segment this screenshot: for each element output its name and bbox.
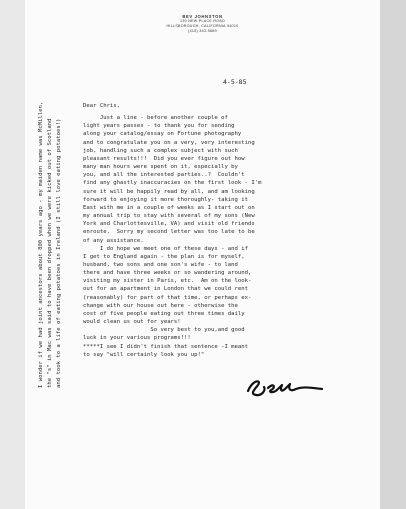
letter-line: out for an apartment in London that we could rent (83, 286, 249, 293)
letter-line: luck in your various programs!!! (83, 335, 191, 342)
letterhead-phone: (415) 343-9689 (188, 29, 217, 33)
letter-line: East with me in a couple of weeks as I start out on (83, 204, 255, 211)
letter-line: would clean us out for years! (83, 319, 181, 326)
letter-line: of any assistance. (83, 237, 144, 244)
letter-line: forward to enjoying it more thoroughly- taking it (83, 196, 249, 203)
letterhead-city: HILLSBOROUGH, CALIFORNIA 94010 (166, 24, 239, 28)
letter-body (83, 102, 323, 359)
letter-line: to say "will certainly look you up!" (83, 351, 205, 358)
letter-line: So very best to you,and good (83, 327, 245, 334)
letter-line: *****I see I didn't finish that sentence -I meant (83, 343, 249, 350)
letter-line: visiting my sister in Paris, etc. Am on the look- (83, 278, 252, 285)
letter-line: job, handling such a complex subject with such (83, 147, 238, 154)
letterhead-name: BEV JOHNSTON (182, 14, 223, 19)
letter-line: York and Charlottesville, VA) and visit old friends (83, 221, 255, 228)
letter-line: sure it will be happily read by all, and am looking (83, 188, 255, 195)
letter-line: (reasonably) for part of that time, or perhaps ex- (83, 294, 252, 301)
letter-line: light years passes - to thank you for sending (83, 123, 235, 130)
letter-line: find any ghastly inaccuracies on the first look - I'm (83, 180, 262, 187)
signature-icon (244, 376, 324, 400)
letter-line: I get to England again - the plan is for myself, (83, 253, 245, 260)
letter-line: Dear Chris, (83, 103, 121, 109)
letterhead (25, 14, 380, 34)
letter-line: cost of five people eating out three times daily (83, 310, 245, 317)
letter-line: change with our house out here - otherwise the (83, 302, 238, 309)
letter-line: there and have three weeks or so wandering around, (83, 270, 252, 277)
margin-note-line: I wonder if we had joint ancestors about 800 years ago - my maiden name was McMillen, (38, 101, 44, 388)
letter-line: I do hope we meet one of these days - and if (83, 245, 249, 252)
letter-line: husband, two sons and one son's wife - to land (83, 261, 238, 268)
letter-line: enroute. Sorry my second letter was too late to be (83, 229, 255, 236)
letterhead-street: 130 NEW PLACE ROAD (180, 19, 225, 23)
letter-line: along your catalog/essay on Fortune photography (83, 131, 242, 138)
letter-line: my annual trip to stay with several of my sons (New (83, 213, 255, 220)
letter-line: Just a line - before another couple of (83, 115, 228, 122)
letter-date: 4-5-85 (223, 78, 247, 86)
letter-line: and to congratulate you on a very, very interesting (83, 139, 255, 146)
margin-note (37, 43, 64, 388)
margin-note-line: the "s" in Mac was said to have been dropped when we were kicked out of Scotland (47, 118, 53, 388)
page-shadow (380, 0, 406, 509)
letter-line: you, and all the interested parties..? Couldn't (83, 172, 245, 179)
letter-line: many man hours were spent on it, especially by (83, 164, 238, 171)
margin-note-line: and took to a life of eating potatoes in Ireland (I still love eating potatoes!) (56, 118, 62, 388)
letter-line: pleasant results!!! Did you ever figure out how (83, 155, 245, 162)
letter-page (25, 0, 380, 509)
